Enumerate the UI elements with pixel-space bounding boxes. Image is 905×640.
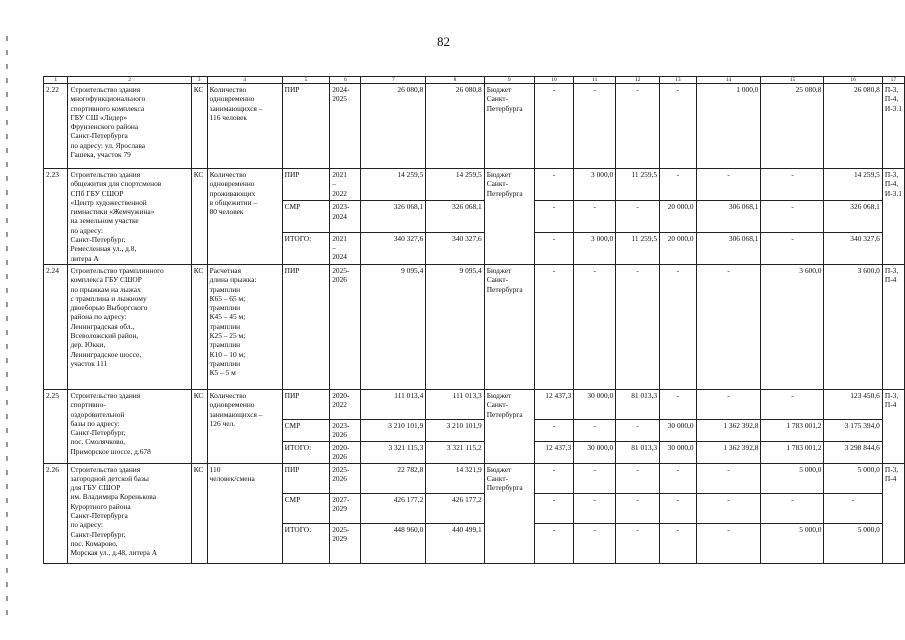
amount-c13: - [660,493,697,523]
object-name: Строительство здания спортивно- оздоровительной базы по адресу: Санкт-Петербург, пос. Смолячково, Приморское шоссе, д.678 [68,389,191,463]
amount-c11: - [574,463,616,493]
construction-type: КС [191,389,207,463]
amount-c10: - [534,169,573,201]
estimated-cost: 340 327,6 [361,232,426,264]
object-name: Строительство здания общежития для спортсменов СПб ГБУ СШОР «Центр художественной гимнастики «Жемчужина» на земельном участке по адресу: Санкт-Петербург, Ремесленная ул., д.8, литера А [68,169,191,265]
column-number: 4 [207,77,282,84]
stage: СМР [282,419,330,441]
amount-c16: 3 298 844,6 [824,441,882,463]
remaining-cost: 426 177,2 [426,493,484,523]
funding-source: Бюджет Санкт- Петербурга [484,463,534,563]
amount-c15: - [761,232,824,264]
amount-c15: - [761,389,824,419]
amount-c14: - [696,493,761,523]
amount-c16: 3 175 394,0 [824,419,882,441]
table-row [44,264,905,389]
object-name: Строительство здания многофункционального спортивного комплекса ГБУ СШ «Лидер» Фрунзенского района Санкт-Петербурга по адресу: ул. Ярослава Гашека, участок 79 [68,84,191,169]
table-row [44,389,905,419]
estimated-cost: 9 095,4 [361,264,426,389]
construction-type: КС [191,463,207,563]
amount-c13: 20 000,0 [660,232,697,264]
stage: ИТОГО: [282,441,330,463]
remaining-cost: 440 499,1 [426,523,484,563]
amount-c11: 30 000,0 [574,441,616,463]
estimated-cost: 448 960,0 [361,523,426,563]
amount-c16: 26 080,8 [824,84,882,169]
funding-source: Бюджет Санкт- Петербурга [484,84,534,169]
amount-c13: - [660,389,697,419]
amount-c16: 340 327,6 [824,232,882,264]
amount-c11: - [574,523,616,563]
amount-c15: - [761,169,824,201]
amount-c13: - [660,264,697,389]
stage: ПИР [282,84,330,169]
object-capacity: 110 человек/смена [207,463,282,563]
construction-type: КС [191,84,207,169]
amount-c14: 1 000,0 [696,84,761,169]
column-number: 12 [616,77,660,84]
period: 2024- 2025 [330,84,361,169]
object-name: Строительство трамплинного комплекса ГБУ СШОР по прыжкам на лыжах с трамплина и лыжному двоеборью Выборгского района по адресу: Ленинградская обл., Всеволожский район, дер. Юкки, Ленинградское шоссе, участок 111 [68,264,191,389]
stage: ПИР [282,169,330,201]
period: 2023- 2026 [330,419,361,441]
column-number: 2 [68,77,191,84]
column-number: 17 [882,77,904,84]
amount-c13: 20 000,0 [660,201,697,232]
remaining-cost: 111 013,3 [426,389,484,419]
column-number: 15 [761,77,824,84]
amount-c16: - [824,493,882,523]
estimated-cost: 3 210 101,9 [361,419,426,441]
amount-c12: - [616,84,660,169]
period: 2027- 2029 [330,493,361,523]
margin-mark [6,36,8,616]
amount-c12: 81 013,3 [616,441,660,463]
period: 2025- 2026 [330,264,361,389]
remaining-cost: 340 327,6 [426,232,484,264]
program-refs: П-3, П-4 [882,264,904,389]
amount-c12: - [616,523,660,563]
remaining-cost: 14 321,9 [426,463,484,493]
period: 2025- 2029 [330,523,361,563]
amount-c14: - [696,389,761,419]
stage: ПИР [282,463,330,493]
column-number: 14 [696,77,761,84]
amount-c16: 3 600,0 [824,264,882,389]
program-refs: П-3, П-4, И-3.1 [882,169,904,265]
item-number: 2.23 [44,169,68,265]
amount-c15: 1 783 001,2 [761,441,824,463]
amount-c10: - [534,523,573,563]
estimated-cost: 14 259,5 [361,169,426,201]
investment-table [43,76,905,564]
table-row [44,84,905,169]
object-capacity: Количество одновременно занимающихся – 126 чел. [207,389,282,463]
amount-c16: 14 259,5 [824,169,882,201]
amount-c15: 5 000,0 [761,463,824,493]
amount-c11: - [574,201,616,232]
amount-c13: 30 000,0 [660,441,697,463]
column-number: 16 [824,77,882,84]
estimated-cost: 326 068,1 [361,201,426,232]
amount-c12: 11 259,5 [616,169,660,201]
amount-c15: 1 783 001,2 [761,419,824,441]
program-refs: П-3, П-4 [882,389,904,463]
page-number: 82 [437,34,450,49]
amount-c14: - [696,523,761,563]
period: 2021 – 2024 [330,232,361,264]
amount-c10: - [534,84,573,169]
remaining-cost: 26 080,8 [426,84,484,169]
amount-c13: 30 000,0 [660,419,697,441]
estimated-cost: 426 177,2 [361,493,426,523]
column-number: 9 [484,77,534,84]
amount-c12: 81 013,3 [616,389,660,419]
amount-c11: - [574,419,616,441]
amount-c14: - [696,264,761,389]
remaining-cost: 14 259,5 [426,169,484,201]
amount-c14: 306 068,1 [696,201,761,232]
program-refs: П-3, П-4 [882,463,904,563]
amount-c10: - [534,419,573,441]
table-row [44,463,905,493]
amount-c12: - [616,463,660,493]
program-refs: П-3, П-4, И-3.1 [882,84,904,169]
item-number: 2.25 [44,389,68,463]
amount-c14: 1 362 392,8 [696,441,761,463]
amount-c11: - [574,264,616,389]
amount-c12: 11 259,5 [616,232,660,264]
amount-c12: - [616,201,660,232]
item-number: 2.24 [44,264,68,389]
amount-c16: 123 450,6 [824,389,882,419]
amount-c16: 5 000,0 [824,523,882,563]
amount-c16: 326 068,1 [824,201,882,232]
amount-c11: - [574,493,616,523]
amount-c10: - [534,264,573,389]
amount-c12: - [616,264,660,389]
stage: ПИР [282,389,330,419]
stage: ИТОГО: [282,523,330,563]
column-number: 10 [534,77,573,84]
period: 2020- 2026 [330,441,361,463]
remaining-cost: 3 321 115,2 [426,441,484,463]
amount-c11: 3 000,0 [574,169,616,201]
amount-c14: 306 068,1 [696,232,761,264]
remaining-cost: 326 068,1 [426,201,484,232]
column-number-row [44,77,905,84]
amount-c10: 12 437,3 [534,441,573,463]
funding-source: Бюджет Санкт- Петербурга [484,389,534,463]
item-number: 2.22 [44,84,68,169]
funding-source: Бюджет Санкт- Петербурга [484,169,534,265]
table-row [44,169,905,201]
amount-c14: - [696,463,761,493]
amount-c12: - [616,493,660,523]
amount-c13: - [660,463,697,493]
object-capacity: Количество одновременно проживающих в общежитии – 80 человек [207,169,282,265]
amount-c13: - [660,169,697,201]
estimated-cost: 26 080,8 [361,84,426,169]
column-number: 7 [361,77,426,84]
amount-c10: - [534,463,573,493]
column-number: 1 [44,77,68,84]
amount-c10: - [534,201,573,232]
period: 2020- 2022 [330,389,361,419]
amount-c12: - [616,419,660,441]
amount-c10: - [534,493,573,523]
amount-c15: - [761,201,824,232]
amount-c13: - [660,523,697,563]
amount-c13: - [660,84,697,169]
construction-type: КС [191,169,207,265]
stage: ИТОГО: [282,232,330,264]
stage: СМР [282,201,330,232]
amount-c14: - [696,169,761,201]
funding-source: Бюджет Санкт- Петербурга [484,264,534,389]
amount-c14: 1 362 392,8 [696,419,761,441]
amount-c11: 3 000,0 [574,232,616,264]
column-number: 8 [426,77,484,84]
construction-type: КС [191,264,207,389]
estimated-cost: 111 013,4 [361,389,426,419]
remaining-cost: 3 210 101,9 [426,419,484,441]
object-name: Строительство здания загородной детской базы для ГБУ СШОР им. Владимира Коренькова Курортного района Санкт-Петербурга по адресу: Санкт-Петербург, пос. Комарово, Морская ул., д.48, литера А [68,463,191,563]
remaining-cost: 9 095,4 [426,264,484,389]
amount-c10: - [534,232,573,264]
amount-c16: 5 000,0 [824,463,882,493]
amount-c15: 3 600,0 [761,264,824,389]
amount-c10: 12 437,3 [534,389,573,419]
object-capacity: Расчетная длина прыжка: трамплин К65 – 65 м; трамплин К45 – 45 м; трамплин К25 – 25 м; трамплин К10 – 10 м; трамплин К5 – 5 м [207,264,282,389]
object-capacity: Количество одновременно занимающихся – 116 человек [207,84,282,169]
amount-c15: - [761,493,824,523]
amount-c15: 25 080,8 [761,84,824,169]
period: 2023- 2024 [330,201,361,232]
stage: СМР [282,493,330,523]
amount-c11: 30 000,0 [574,389,616,419]
column-number: 6 [330,77,361,84]
amount-c11: - [574,84,616,169]
column-number: 13 [660,77,697,84]
estimated-cost: 22 782,8 [361,463,426,493]
amount-c15: 5 000,0 [761,523,824,563]
estimated-cost: 3 321 115,3 [361,441,426,463]
period: 2025- 2026 [330,463,361,493]
stage: ПИР [282,264,330,389]
column-number: 5 [282,77,330,84]
period: 2021 – 2022 [330,169,361,201]
column-number: 3 [191,77,207,84]
item-number: 2.26 [44,463,68,563]
column-number: 11 [574,77,616,84]
